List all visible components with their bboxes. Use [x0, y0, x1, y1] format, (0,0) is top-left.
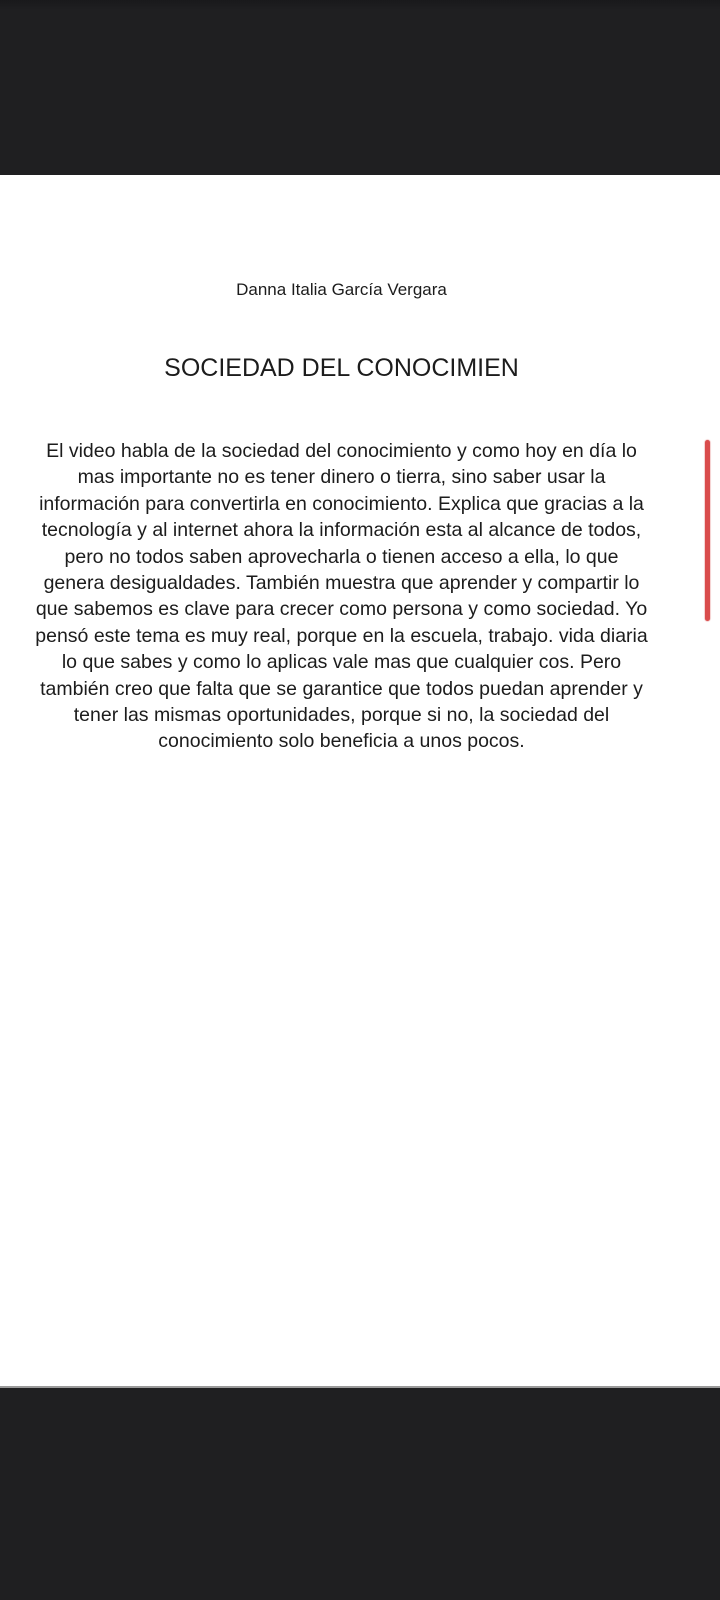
red-margin-annotation-line	[705, 440, 710, 621]
document-paragraph	[0, 438, 683, 755]
bottom-letterbox-bar	[0, 1386, 720, 1600]
paragraph-line: también creo que falta que se garantice que todos puedan aprender y	[40, 677, 643, 700]
paragraph-line: conocimiento solo beneficia a unos pocos.	[158, 730, 525, 753]
paragraph-line: genera desigualdades. También muestra que aprender y compartir lo	[43, 572, 640, 595]
paragraph-line: El video habla de la sociedad del conocimiento y como hoy en día lo	[46, 440, 637, 462]
paragraph-line: pero no todos saben aprovecharla o tienen acceso a ella, lo que	[64, 545, 619, 568]
paragraph-line: lo que sabes y como lo aplicas vale mas que cualquier cos. Pero	[61, 651, 622, 674]
document-page	[0, 175, 720, 1386]
paragraph-line: información para convertirla en conocimiento. Explica que gracias a la	[39, 492, 644, 515]
top-letterbox-bar	[0, 0, 720, 175]
paragraph-line: pensó este tema es muy real, porque en la escuela, trabajo. vida diaria	[35, 624, 648, 647]
author-name: Danna Italia García Vergara	[236, 280, 447, 299]
paragraph-line: tener las mismas oportunidades, porque si no, la sociedad del	[73, 704, 610, 727]
document-title: SOCIEDAD DEL CONOCIMIEN	[164, 354, 519, 382]
paragraph-line: tecnología y al internet ahora la información esta al alcance de todos,	[41, 519, 642, 542]
paragraph-line: mas importante no es tener dinero o tierra, sino saber usar la	[77, 466, 606, 489]
paragraph-line: que sabemos es clave para crecer como persona y como sociedad. Yo	[35, 598, 648, 621]
